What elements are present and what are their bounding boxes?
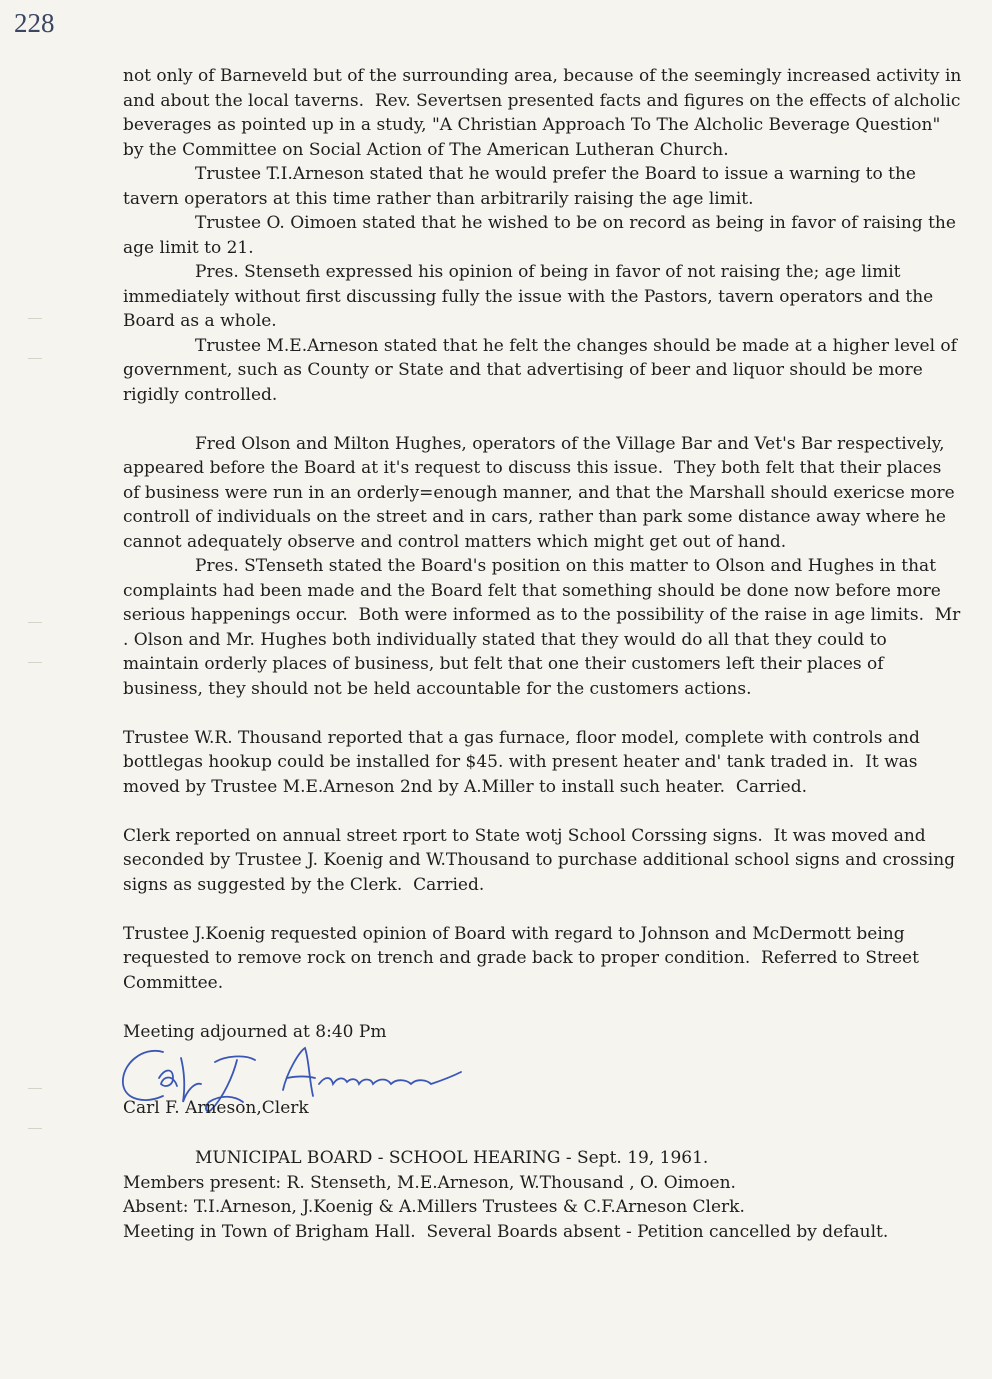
paragraph: not only of Barneveld but of the surrounding area, because of the seemingly increased activity in and about the local taverns. Rev. Severtsen presented facts and figures on the effects of alcholic beverages as pointed up in a study, "A Christian Approach To The Alcholic Beverage Question" by the Committee on Social Action of The American Lutheran Church. bbox=[123, 66, 967, 160]
margin-mark bbox=[28, 622, 42, 629]
paragraph: Trustee O. Oimoen stated that he wished to be on record as being in favor of raising the age limit to 21. bbox=[123, 213, 962, 258]
hearing-line: Members present: R. Stenseth, M.E.Arneson, W.Thousand , O. Oimoen. bbox=[123, 1172, 736, 1193]
margin-mark bbox=[28, 358, 42, 365]
paragraph: Pres. STenseth stated the Board's position on this matter to Olson and Hughes in that complaints had been made and the Board felt that something should be done now before more serious happenings occur. Both were informed as to the possibility of the raise in age limits. Mr . Olson and Mr. Hughes both individually stated that they would do all that they could to maintain orderly places of business, but felt that one their customers left their places of business, they should not be held accountable for the customers actions. bbox=[123, 556, 966, 699]
paragraph: Clerk reported on annual street rport to State wotj School Corssing signs. It was moved and seconded by Trustee J. Koenig and W.Thousand to purchase additional school signs and crossing signs as suggested by the Clerk. Carried. bbox=[123, 825, 961, 895]
adjourned-line: Meeting adjourned at 8:40 Pm bbox=[123, 1021, 387, 1042]
margin-mark bbox=[28, 1088, 42, 1095]
signature-block bbox=[123, 1044, 963, 1122]
paragraph: Trustee M.E.Arneson stated that he felt the changes should be made at a higher level of government, such as County or State and that advertising of beer and liquor should be more rigidly controlled. bbox=[123, 335, 963, 405]
paragraph: Fred Olson and Milton Hughes, operators of the Village Bar and Vet's Bar respectively, appeared before the Board at it's request to discuss this issue. They both felt that their places of business were run in an orderly=enough manner, and that the Marshall should exericse more controll of individuals on the street and in cars, rather than park some distance away where he cannot adequately observe and control matters which might get out of hand. bbox=[123, 433, 961, 552]
margin-mark bbox=[28, 1128, 42, 1135]
hearing-title: MUNICIPAL BOARD - SCHOOL HEARING - Sept. 19, 1961. bbox=[195, 1148, 709, 1168]
margin-mark bbox=[28, 662, 42, 669]
paragraph: Trustee W.R. Thousand reported that a gas furnace, floor model, complete with controls and bottlegas hookup could be installed for $45. with present heater and' tank traded in. It was moved by Trustee M.E.Arneson 2nd by A.Miller to install such heater. Carried. bbox=[123, 727, 926, 797]
hearing-line: Absent: T.I.Arneson, J.Koenig & A.Millers Trustees & C.F.Arneson Clerk. bbox=[123, 1197, 745, 1217]
page-number: 228 bbox=[14, 8, 55, 38]
signature-typed-name: Carl F. Arneson,Clerk bbox=[123, 1098, 309, 1118]
paragraph: Trustee J.Koenig requested opinion of Board with regard to Johnson and McDermott being requested to remove rock on trench and grade back to proper condition. Referred to Street Committee. bbox=[123, 923, 925, 993]
margin-mark bbox=[28, 318, 42, 325]
paragraph: Trustee T.I.Arneson stated that he would prefer the Board to issue a warning to the tavern operators at this time rather than arbitrarily raising the age limit. bbox=[123, 164, 922, 209]
document-body bbox=[123, 64, 967, 1244]
hearing-line: Meeting in Town of Brigham Hall. Several Boards absent - Petition cancelled by default. bbox=[123, 1221, 889, 1242]
paragraph: Pres. Stenseth expressed his opinion of being in favor of not raising the; age limit immediately without first discussing fully the issue with the Pastors, tavern operators and the Board as a whole. bbox=[123, 262, 939, 331]
